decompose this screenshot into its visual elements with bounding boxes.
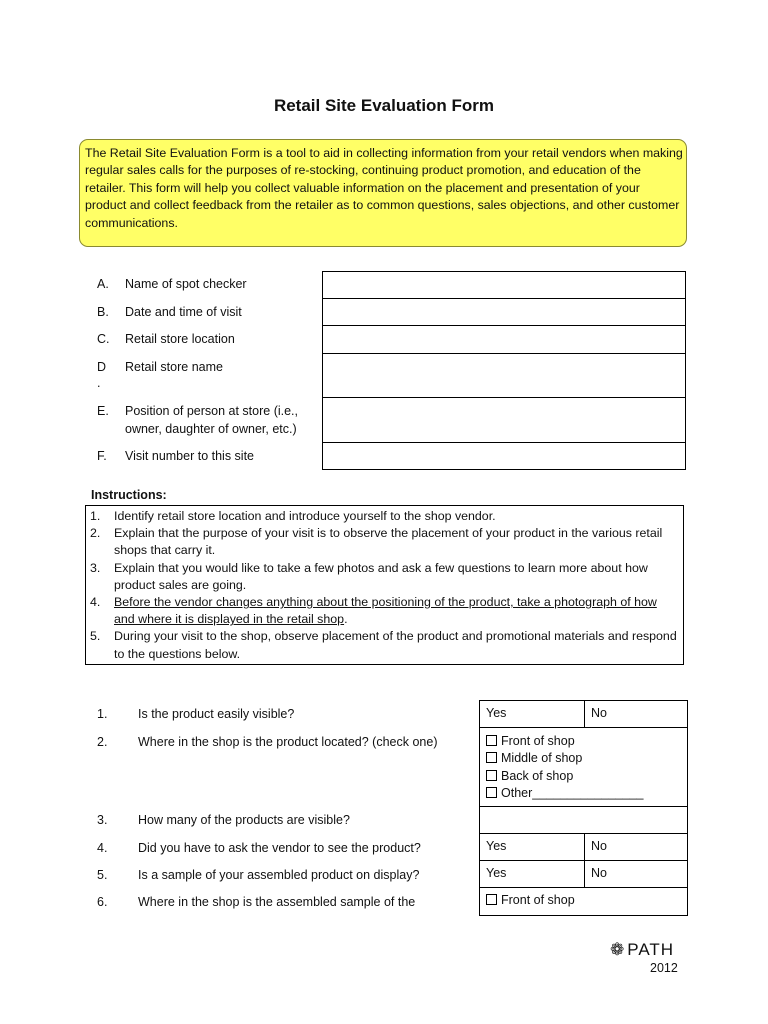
instruction-item: 3. Explain that you would like to take a few photos and ask a few questions to learn more about how product sales are going. bbox=[90, 560, 648, 592]
instruction-item: 4. Before the vendor changes anything about the positioning of the product, take a photograph of how and where it is displayed in the retail shop. bbox=[90, 595, 657, 627]
intro-callout: The Retail Site Evaluation Form is a tool to aid in collecting information from your retail vendors when making regular sales calls for the purposes of re-stocking, continuing product promotion, and education of the retailer. This form will help you collect valuable information on the placement and presentation of your product and collect feedback from the retailer as to common questions, sales objections, and other customer communications. bbox=[79, 139, 687, 247]
option-front-of-shop[interactable]: Front of shop bbox=[486, 733, 681, 750]
instructions-list bbox=[90, 508, 679, 663]
question-text: Where in the shop is the assembled sample of the bbox=[138, 895, 416, 909]
checkbox-icon bbox=[486, 770, 497, 781]
question-number: 1. bbox=[97, 707, 108, 721]
field-letter-d: D bbox=[97, 360, 107, 374]
instruction-item: 2. Explain that the purpose of your visit is to observe the placement of your product in the various retail shops that carry it. bbox=[90, 526, 663, 558]
question-text: Is a sample of your assembled product on display? bbox=[138, 868, 420, 882]
field-label-date-time: Date and time of visit bbox=[125, 305, 242, 319]
checkbox-icon bbox=[486, 752, 497, 763]
checkbox-icon bbox=[486, 894, 497, 905]
field-label-store-location: Retail store location bbox=[125, 332, 235, 346]
field-letter-e: E. bbox=[97, 404, 109, 418]
instruction-item: 5. During your visit to the shop, observe placement of the product and promotional materials and respond to the questions below. bbox=[90, 629, 677, 661]
date-time-input[interactable] bbox=[322, 298, 686, 326]
q2-location-options bbox=[479, 727, 688, 807]
field-letter-f: F. bbox=[97, 449, 107, 463]
question-text: Is the product easily visible? bbox=[138, 707, 295, 721]
q6-location-options bbox=[479, 887, 688, 916]
visit-number-input[interactable] bbox=[322, 442, 686, 470]
q5-no-cell[interactable]: No bbox=[584, 860, 688, 888]
question-number: 2. bbox=[97, 735, 108, 749]
q3-count-input[interactable] bbox=[479, 806, 688, 834]
question-text: Where in the shop is the product located? (check one) bbox=[138, 735, 438, 749]
underlined-instruction: Before the vendor changes anything about the positioning of the product, take a photograph of how and where it is displayed in the retail shop bbox=[114, 595, 657, 627]
field-letter-a: A. bbox=[97, 277, 109, 291]
field-label-position: Position of person at store (i.e., owner, daughter of owner, etc.) bbox=[125, 404, 299, 436]
instructions-heading: Instructions: bbox=[91, 488, 167, 502]
path-logo-icon: ❁ bbox=[610, 940, 626, 959]
field-label-spot-checker: Name of spot checker bbox=[125, 277, 247, 291]
page-title: Retail Site Evaluation Form bbox=[273, 96, 495, 115]
store-name-input[interactable] bbox=[322, 353, 686, 398]
store-location-input[interactable] bbox=[322, 325, 686, 354]
q1-yes-cell[interactable]: Yes bbox=[479, 700, 585, 728]
field-letter-d-period: . bbox=[97, 376, 101, 390]
path-logo: ❁ PATH bbox=[610, 940, 675, 959]
checkbox-icon bbox=[486, 735, 497, 746]
q4-no-cell[interactable]: No bbox=[584, 833, 688, 861]
field-label-store-name: Retail store name bbox=[125, 360, 223, 374]
q5-yes-cell[interactable]: Yes bbox=[479, 860, 585, 888]
q1-no-cell[interactable]: No bbox=[584, 700, 688, 728]
instruction-item: 1. Identify retail store location and introduce yourself to the shop vendor. bbox=[90, 509, 496, 523]
option-other[interactable]: Other________________ bbox=[486, 785, 681, 802]
field-letter-b: B. bbox=[97, 305, 109, 319]
option-back-of-shop[interactable]: Back of shop bbox=[486, 768, 681, 785]
spot-checker-input[interactable] bbox=[322, 271, 686, 299]
field-label-visit-number: Visit number to this site bbox=[125, 449, 254, 463]
question-text: Did you have to ask the vendor to see the product? bbox=[138, 841, 421, 855]
footer-year: 2012 bbox=[650, 961, 678, 975]
field-letter-c: C. bbox=[97, 332, 110, 346]
position-input[interactable] bbox=[322, 397, 686, 443]
q4-yes-cell[interactable]: Yes bbox=[479, 833, 585, 861]
question-text: How many of the products are visible? bbox=[138, 813, 350, 827]
question-number: 4. bbox=[97, 841, 108, 855]
checkbox-icon bbox=[486, 787, 497, 798]
question-number: 6. bbox=[97, 895, 108, 909]
instructions-box bbox=[85, 505, 684, 665]
question-number: 3. bbox=[97, 813, 108, 827]
option-front-of-shop[interactable]: Front of shop bbox=[486, 892, 681, 909]
question-number: 5. bbox=[97, 868, 108, 882]
option-middle-of-shop[interactable]: Middle of shop bbox=[486, 750, 681, 767]
